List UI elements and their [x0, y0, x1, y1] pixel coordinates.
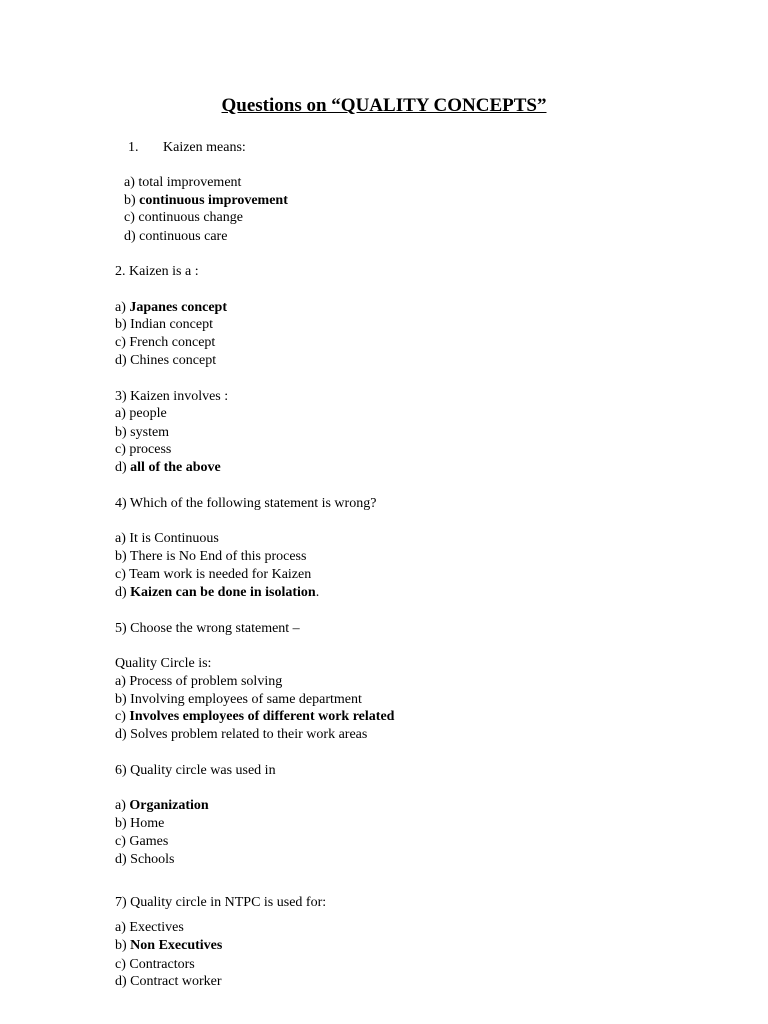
q4-option-d: d) Kaizen can be done in isolation.: [115, 585, 320, 600]
q1-option-b: b) continuous improvement: [124, 193, 288, 208]
q2-option-a: a) Japanes concept: [115, 300, 228, 315]
q6-option-d: d) Schools: [115, 852, 175, 867]
q4-option-a: a) It is Continuous: [115, 531, 219, 546]
q2-question: 2. Kaizen is a :: [115, 264, 199, 279]
q6-option-b: b) Home: [115, 816, 165, 831]
q1-question: Kaizen means:: [163, 140, 246, 155]
q5-option-d: d) Solves problem related to their work areas: [115, 727, 368, 742]
q5-question: 5) Choose the wrong statement –: [115, 621, 300, 636]
q3-option-b: b) system: [115, 425, 170, 440]
q5-option-c: c) Involves employees of different work related: [115, 709, 395, 724]
q7-option-c: c) Contractors: [115, 957, 195, 972]
q2-option-c: c) French concept: [115, 335, 216, 350]
q6-option-c: c) Games: [115, 834, 169, 849]
q1-option-c: c) continuous change: [124, 210, 243, 225]
q4-option-b: b) There is No End of this process: [115, 549, 307, 564]
q2-option-d: d) Chines concept: [115, 353, 217, 368]
q3-option-c: c) process: [115, 442, 172, 457]
q5-option-a: a) Process of problem solving: [115, 674, 283, 689]
q5-option-b: b) Involving employees of same department: [115, 692, 362, 707]
q4-question: 4) Which of the following statement is wrong?: [115, 496, 377, 511]
q7-option-b: b) Non Executives: [115, 938, 223, 953]
q7-question: 7) Quality circle in NTPC is used for:: [115, 895, 327, 910]
q4-option-c: c) Team work is needed for Kaizen: [115, 567, 312, 582]
q5-subheading: Quality Circle is:: [115, 656, 212, 671]
q6-option-a: a) Organization: [115, 798, 209, 813]
q3-option-d: d) all of the above: [115, 460, 221, 475]
q1-option-a: a) total improvement: [124, 175, 242, 190]
q2-option-b: b) Indian concept: [115, 317, 213, 332]
q1-option-d: d) continuous care: [124, 229, 228, 244]
page-title: Questions on “QUALITY CONCEPTS”: [221, 95, 547, 116]
q7-option-d: d) Contract worker: [115, 974, 222, 989]
q6-question: 6) Quality circle was used in: [115, 763, 276, 778]
q3-question: 3) Kaizen involves :: [115, 389, 229, 404]
q7-option-a: a) Exectives: [115, 920, 184, 935]
q1-number: 1.: [128, 140, 139, 155]
q3-option-a: a) people: [115, 406, 167, 421]
